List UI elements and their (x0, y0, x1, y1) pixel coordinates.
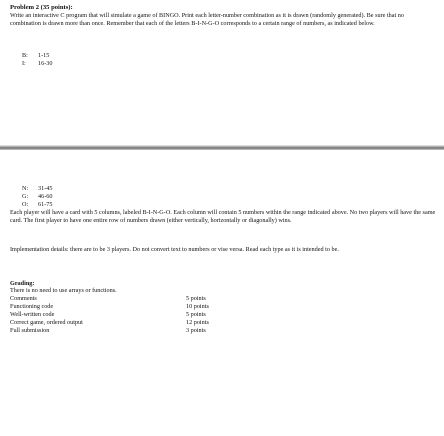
range-letter: N: (22, 185, 29, 192)
range-letter: O: (22, 201, 29, 208)
grading-label: Full submission (10, 327, 50, 334)
grading-label: Comments (10, 295, 37, 302)
problem-title: Problem 2 (35 points): (10, 4, 73, 11)
grading-label: Correct game, ordered output (10, 319, 83, 326)
range-value: 16-30 (38, 60, 53, 67)
grading-points: 3 points (186, 327, 206, 334)
page-break-rule (0, 145, 444, 150)
range-o (22, 201, 52, 209)
intro-paragraph: Write an interactive C program that will simulate a game of BINGO. Print each letter-number combination as it is drawn (randomly generated). Be sure that no combination is drawn more than once. Remember that each of the letters B-I-N-G-O corresponds to a certain range of numbers, as indicated below. (10, 12, 404, 28)
range-letter: B: (22, 52, 28, 59)
grading-points: 10 points (186, 303, 209, 310)
range-value: 1-15 (38, 52, 50, 59)
range-i (22, 60, 52, 68)
range-letter: I: (22, 60, 26, 67)
range-value: 61-75 (38, 201, 53, 208)
grading-heading: Grading: (10, 280, 35, 287)
range-letter: G: (22, 193, 29, 200)
grading-points: 12 points (186, 319, 209, 326)
range-g (22, 193, 52, 201)
range-value: 46-60 (38, 193, 53, 200)
range-b (22, 52, 49, 60)
grading-label: Well-written code (10, 311, 55, 318)
card-paragraph: Each player will have a card with 5 columns, labeled B-I-N-G-O. Each column will contain 5 numbers within the range indicated above. No two players will have the same card. The first player to have one entire row of numbers drawn (either vertically, horizontally or diagonally) wins. (10, 209, 436, 225)
grading-note: There is no need to use arrays or functions. (10, 287, 117, 294)
grading-points: 5 points (186, 311, 206, 318)
implementation-paragraph: Implementation details: there are to be 3 players. Do not convert text to numbers or vise versa. Read each type as it is intended to be. (10, 246, 339, 253)
grading-points: 5 points (186, 295, 206, 302)
range-n (22, 185, 52, 193)
range-value: 31-45 (38, 185, 53, 192)
grading-label: Functioning code (10, 303, 54, 310)
